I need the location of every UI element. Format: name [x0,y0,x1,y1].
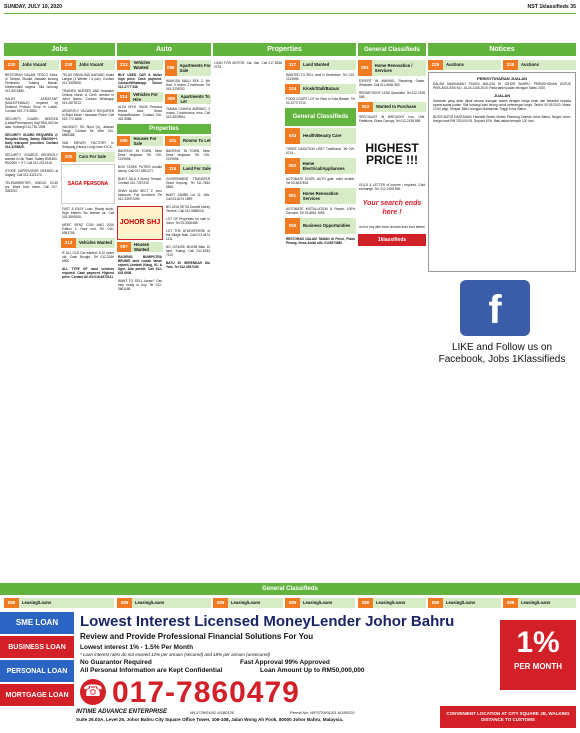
category-header: 053 Wanted to Purchase [358,102,426,112]
notice-text: DALAM MAHKAMAH TINGGI MALAYA DI JOHOR BAHRU. PERMOHONAN UNTUK PERLANJUTAN NO. JA-24-1165-2019. Pada tarikh jualan lelongan Sabtu 2020. [433,82,571,90]
leasing-header: 089 Leasing/Loans [285,598,355,608]
leasing-header: 089 Leasing/Loans [4,598,114,608]
highest-price-banner: HIGHEST PRICE !!! [365,141,419,167]
classified-ad: RESTORAN DALAM TAMAN di Pensi, Pulau Pinang. Sewa Ambil alih. 0133973880. [286,237,355,245]
category-header: 101 Rooms To Let [165,136,211,146]
classified-ad: EXPERT IN AWNING, Repairing Gates, Windows. Call 011-6636 560. [359,79,425,87]
benefit-2: No Guarantor Required [80,659,152,666]
classified-ad: RAGENSI BUMIPUTRA BRUNEI land rumah tanah seperti Lembah Klang, KL & Sgor. Ada permit. Call 012-643 6936 [118,255,162,275]
notice-text: Hartanah yang akan dijual secara lelongan awam dengan harga rizab dan tertakluk kepada syarat-syarat jualan. Sila hubungi tuan lelong untuk keterangan lanjut. Tarikh: 09.09.2020, Masa: 10.00 pagi. Tempat: Bilik Lelongan Mahkamah Tinggi Johor Bahru. [433,99,571,111]
benefit-5: Loan Amount Up to RM50,000,000 [260,667,365,674]
properties-column [213,60,356,248]
your-search-banner: Your search ends here ! [362,200,422,216]
general-column [358,60,426,248]
johor-ad-image: JOHOR SHJ [117,206,163,240]
classified-ad: FAST & EASY Loan. Ready stock. High tradeln. No license ok. Call 019-3899208. [62,207,114,219]
classified-ad: URGENTLY VACANCY REQUIRED in Bukit Indah / Iskandar Puteri. Call 019-772 6688. [62,109,114,121]
category-header: 099 Apartments To Let [165,94,211,104]
company-name: INTIME ADVANCE ENTERPRISE [76,709,168,715]
general-classifieds-strip: General Classifieds [0,583,580,595]
facebook-ad [428,276,576,396]
benefit-1: Lowest interest 1% - 1.5% Per Month [80,644,194,651]
category-title: Jobs Vacant [22,62,47,68]
category-header: 230 Jobs Vacant [61,60,115,70]
loan-tab-business: BUSINESS LOAN [0,636,74,658]
classified-ad: SPECIALIST IN WROUGHT Iron, Grill, Partitions, Glass Canopy. Tel 012-2198 598. [359,115,425,123]
classified-ad: MERC BENZ C250 AMG 2016 Edition 2, Rare unit. Tel. 016-6953799. [62,223,114,235]
classified-ad: AUTOMATE DOOR, AUTO gate, roller shutter. Tel 03-5637408. [286,177,355,185]
leasing-header: 089 Leasing/Loans [428,598,501,608]
notice-subheading: JUALAN [493,93,511,98]
category-header [4,60,59,70]
classified-ad: TRAINED NURSES AND Assistant Clinical Nurse & Clerk needed in Johor Bahru. Contact Whatsapp 019-2879213. [62,89,114,105]
classified-ad: BUKIT JALIL 3 Storey Terrace. Contact 012-7397230. [118,177,162,185]
classified-ad: BANTING, IN TOWN, Sime Desa Jenjarom. Tel. 019-2219696. [118,149,162,161]
section-jobs: Jobs [4,43,115,56]
rate-percent: 1% [516,626,560,659]
category-header: 097 Houses Wanted [117,242,163,252]
auction-notice [428,72,576,272]
benefit-3: Fast Approval 99% Approved [240,659,330,666]
classified-ad: LOT THE ATMOSPHERE of the village Nilai. Call 013-4674 1111. [166,229,210,241]
classified-ad: BOH TASEK PUTERI double storey. Call 017-6551277. [118,165,162,173]
classified-ad: GOVERNMENT TRANSFER Grant Kepong. Tel 011-7664 6556. [166,177,210,189]
rate-period: PER MONTH [514,661,562,671]
classified-ad: WANTED TO SELL land in Seremban. Tel. 019-2219696. [286,73,355,81]
classified-ad: LOT OF Properties for sale in Johor. Tel 03-9300488. [166,217,210,225]
classified-ad: ALL TYPE OF used vehicles required. Cash payment. Highest price. Contact Ah Kit 016-6673141 [62,267,114,279]
licence-number: WL3729/01/01-6/180120 [190,710,235,715]
category-header: 095 Houses For Sale [117,136,163,146]
classified-ad: VACANCY: SG Siput (U), Jalanan Tongji. Contact Mr Wen 011-6566388. [62,125,114,137]
loan-tab-personal: PERSONAL LOAN [0,660,74,682]
auto-column [117,60,211,294]
klassifieds-logo: 1klassifieds [358,234,426,246]
banner-title: Lowest Interest Licensed MoneyLender Johor Bahru [80,613,455,630]
category-number: 230 [4,60,19,70]
classified-ad: SECURITY GUARD NEEDED (Lelaki/Perempuan) Gaji RM1,600 ke atas. Hubungi 012-781 1098. [5,117,58,129]
section-general: General Classifieds [358,43,426,56]
category-header: 214 Vehicles For Hire [117,92,163,102]
jobs-column [4,60,59,196]
classified-ad: SALES ASSISTANT (MALE/FEMALE) required by Seafood Product Shop in Larkin. Contact 019-776 5883. [5,97,58,113]
leasing-header: 089 Leasing/Loans [117,598,211,608]
benefit-4: All Personal Information are Kept Confidential [80,667,223,674]
category-header: 098 Apartments For Sale [165,60,211,76]
classified-ad: STORE SUPERVISOR NEEDED at Kajang. Call 012-4321170. [5,169,58,177]
issue-date: SUNDAY, JULY 19, 2020 [4,4,63,10]
leasing-header: 089 Leasing/Loans [358,598,426,608]
category-header: 051 Home Renovation / Services [358,60,426,76]
general-subheader: General Classifieds [285,108,356,126]
page-header [4,3,576,12]
classified-ad: GOLD & LETTER of income / required. Gold exchange. Tel. 012-2198 598. [359,183,425,191]
classified-ad: BANTING, IN TOWN, Sime Desa Jenjarom. Tel. 019-2219696. [166,149,210,161]
category-header: 043 Health/Beauty Care [285,128,356,144]
category-header: 213 Vehicles Wanted [117,60,163,70]
classified-ad: VAN DRIVER FACTORY in Selayang (Heavy Lorry) near KLCC. [62,141,114,149]
classified-ad: SECURITY GUARD REQUIRED @ Hospital Klang, Salary RM2000++. Daily transport provided. Contact 014-3258529. [5,133,58,149]
classified-ad: TELEMARKETER, SINGLE 23-45 yrs, Work from home. Call 017-3052007. [5,181,58,193]
category-header: 213 Vehicles Wanted [61,238,115,248]
category-header: 124 Kiosk/Stall/Bazaar [285,84,356,94]
jobs-column-2 [61,60,115,282]
top-rule [4,13,576,14]
properties-subheader: Properties [117,124,211,134]
facebook-logo-icon: f [460,280,530,336]
leasing-header: 089 Leasing/Loans [213,598,283,608]
notice-text: BUTIR-BUTIR HARTANAH: Hakmilik Strata, Mukim Plentong, Daerah Johor Bahru, Negeri Johor. Harga rizab RM 230,000.00. Deposit 10%. Baki dalam tempoh 120 hari. [433,115,571,123]
category-header: 200 Cars For Sale [61,152,115,162]
car-logo-image: SAGA PERSONA [61,164,115,204]
category-header: 051 Home Renovation Services [285,188,356,204]
rate-badge [500,620,576,690]
benefit-1-note: * Loan interest rates do not exceed 12% per annum (secured) and 18% per annum (unsecured) [80,652,271,657]
phone-icon: ☎ [80,679,106,705]
leasing-header: 089 Leasing/Loans [503,598,576,608]
classified-ad: TELUK PANGLIMA GARANG Kuala Langat (1 Welder / 4 pax). Contact 012-3905908. [62,73,114,85]
category-header: 117 Land Wanted [285,60,356,70]
category-header: 055 Business Opportunities [285,218,356,234]
notice-heading: PERISYTIHARAN JUALAN [476,76,527,81]
classified-ad: BUKIT JAMBE Lot 11, hills. Call 03-6274 1899. [166,193,210,201]
loan-tab-mortgage: MORTGAGE LOAN [0,684,74,706]
moneylender-banner [0,610,580,733]
classified-ad: WANGSA MAJU SEK 2, 4th floor, 3 rooms, 2 bathroom. Tel 019-2238792. [166,79,210,91]
page-number: NST 1klassifieds 35 [527,4,576,10]
classified-ad: ALZA MYVI SAGA Persona Bezza Axia, Sewa Harian/Bulanan. Contact 016-326 8988. [118,105,162,121]
classified-ad: BUY USED CAR & Motor high price. Cash payment. Contact/Whatsapp: Simon 012-2777 548 [118,73,162,89]
section-properties: Properties [213,43,356,56]
facebook-cta-text: LIKE and Follow us on Facebook, Jobs 1Klassifieds [438,342,566,365]
classified-ad: TAMAN CAHAYA AMPANG, 3 rooms, 2 bathrooms, reno. Call 013-3829954. [166,107,210,119]
permit-number: Permit No: WP3729/01/01-6/180120 [290,710,355,715]
category-header: 050 Home Electrical/Appliances [285,158,356,174]
classified-ad: BATU 30 SERENDAH Ulu Yam. Tel 012-3547335. [166,261,210,269]
classified-ad: IF ALL OLD Car wanted: 5-10 years old. Cash Bought. Tel 012-2266 6900. [62,251,114,263]
rent-or-buy-text: rent or buy with more choices than ever before [359,225,425,229]
category-header: 225 Auctions [503,60,576,70]
section-notices: Notices [428,43,576,56]
classified-ad: SHAH ALAM SECT 2, zero bedroom, Full furnished. Tel 012-2399 2499. [118,189,162,201]
company-address: Suite 25.03A, Level 25, Johor Bahru City Square Office Tower, 106-108, Jalan Wong Ah Fook, 80000 Johor Bahru, Malaysia. [76,717,344,722]
classified-ad: LOAN FOR MOTOR, Cal, Van. Call 017-5538 2275. [214,61,282,69]
classified-ad: SECURITY GUARDS URGENTLY wanted in Ulu Tiram. Salary RM1600-RM2000 + OT. Call 012-2012416. [5,153,58,165]
category-header: 225 Auctions [428,60,501,70]
phone-number: 017-7860479 [112,676,300,709]
banner-subtitle: Review and Provide Professional Financial Solutions For You [80,632,314,641]
section-auto: Auto [117,43,211,56]
location-tag: CONVENIENT LOCATION AT CITY SQUARE JB, WALKING DISTANCE TO CUSTOMS [440,706,576,728]
classified-ad: NO 1074495, MUKIM Batu 10 lane, Kuang. Call 012-6283 7110. [166,245,210,257]
classified-ad: THREE NASUTION USE? Traditional. Tel 019-6744. [286,147,355,155]
loan-tab-sme: SME LOAN [0,612,74,634]
classified-ad: FOOD COURT LOT for Rent in Kota Bestari. Tel 03-2273 3710. [286,97,355,105]
classified-ad: BG JAYA SETIA Double storey Terrace. Call 012-9886218. [166,205,210,213]
notices-column [428,60,576,396]
classified-ad: AUTOMATE INSTALLATION & Repair. 100% Genuine. Tel 03-8961 1693. [286,207,355,215]
category-header: 115 Land For Sale [165,164,211,174]
classified-ad: WANT TO SELL house? Can help ready to buy. Tel 012-3661168. [118,279,162,291]
classified-ad: RESTORAN DALAM TESCO Extra, Jl. Tampoi, Skudai. Jawatan kosong Pembantu Tukang Masak. Dikehendaki segera. Sila hubungi 013-5571880. [5,73,58,93]
classified-ad: REPAIR ROOF LEAK Specialist. Tel 012-2198 598. [359,91,425,99]
